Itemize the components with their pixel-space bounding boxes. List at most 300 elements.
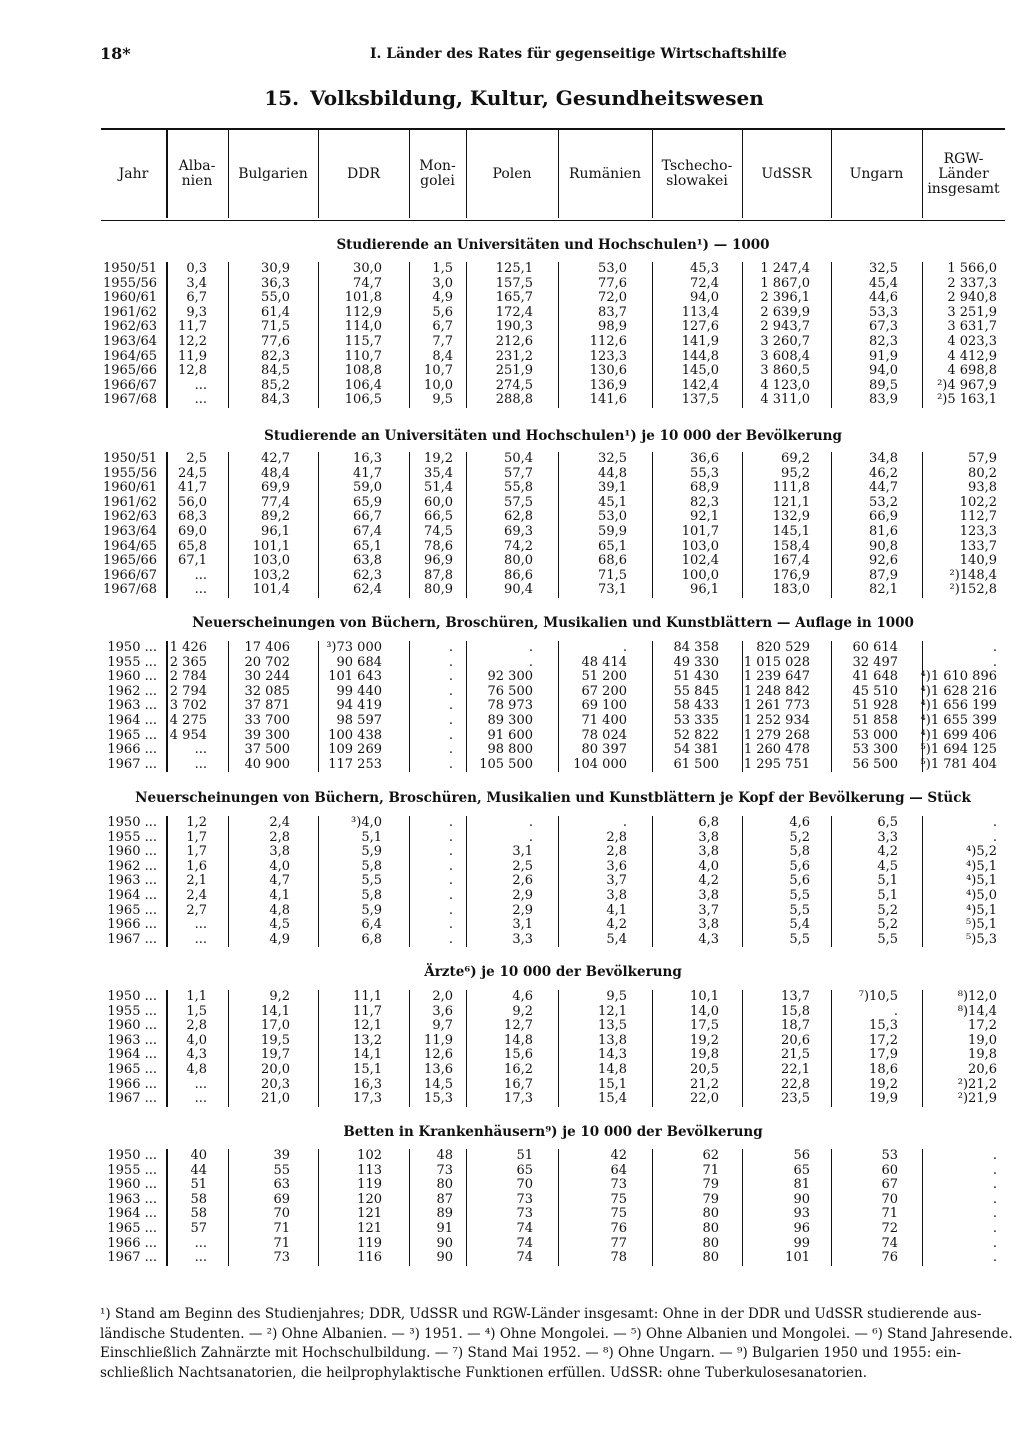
cell-mongolei: 3,0	[432, 275, 453, 291]
cell-udssr: 69,2	[781, 451, 810, 466]
cell-rumaenien: .	[622, 815, 627, 830]
cell-tschechoslowakei: 96,1	[690, 582, 719, 598]
cell-rumaenien: 136,9	[589, 377, 627, 393]
cell-albanien: 6,7	[186, 290, 207, 306]
section-title: Neuerscheinungen von Büchern, Broschüren, Musikalien und Kunstblättern — Auflage in 1000	[192, 615, 914, 631]
cell-rgw-laender: ⁵)1 694 125	[920, 742, 997, 758]
cell-albanien: 4,0	[186, 1032, 207, 1048]
row-year: 1950 ...	[107, 989, 157, 1004]
cell-ungarn: 51 928	[852, 698, 898, 714]
column-divider	[742, 130, 743, 218]
cell-tschechoslowakei: 82,3	[690, 494, 719, 510]
cell-tschechoslowakei: 72,4	[690, 275, 719, 291]
cell-ungarn: 60	[881, 1162, 898, 1178]
cell-rgw-laender: 93,8	[968, 480, 997, 496]
table-row	[0, 1193, 1024, 1206]
cell-ddr: 5,8	[361, 888, 382, 903]
cell-albanien: ...	[194, 1091, 207, 1107]
cell-polen: 55,8	[504, 480, 533, 496]
table-row	[0, 889, 1024, 902]
cell-ungarn: 76	[881, 1250, 898, 1266]
cell-udssr: 121,1	[772, 494, 810, 510]
cell-ungarn: 5,5	[877, 931, 898, 947]
cell-rgw-laender: 2 337,3	[947, 275, 997, 291]
cell-mongolei: 78,6	[424, 538, 453, 554]
row-separator	[558, 641, 559, 772]
cell-mongolei: 9,7	[432, 1018, 453, 1034]
cell-udssr: 1 248 842	[743, 683, 810, 699]
cell-ddr: 5,5	[361, 873, 382, 889]
cell-ungarn: 90,8	[869, 538, 898, 554]
cell-tschechoslowakei: 55 845	[673, 683, 719, 699]
cell-ungarn: 83,9	[869, 392, 898, 408]
section-title: Neuerscheinungen von Büchern, Broschüren, Musikalien und Kunstblättern je Kopf der Bevölkerung — Stück	[135, 790, 971, 806]
cell-ungarn: 46,2	[869, 465, 898, 481]
cell-albanien: 12,2	[178, 334, 207, 349]
row-year: 1964 ...	[107, 1206, 157, 1222]
table-row	[0, 685, 1024, 698]
row-separator	[228, 1149, 229, 1266]
cell-ddr: 112,9	[344, 304, 382, 320]
column-header-mongolei: Mon- golei	[419, 158, 456, 189]
cell-udssr: 81	[793, 1177, 810, 1193]
cell-albanien: 0,3	[186, 261, 207, 276]
cell-polen: .	[528, 654, 533, 670]
cell-mongolei: 14,5	[424, 1076, 453, 1092]
cell-polen: 212,6	[495, 334, 533, 349]
cell-ddr: 6,4	[361, 917, 382, 933]
column-header-rgw-laender: RGW- Länder insgesamt	[927, 150, 1000, 197]
cell-albanien: ...	[194, 1076, 207, 1092]
cell-ddr: 101,8	[344, 290, 382, 306]
cell-bulgarien: 39 300	[244, 727, 290, 743]
cell-ddr: 90 684	[336, 654, 382, 670]
cell-udssr: 18,7	[781, 1018, 810, 1034]
table-row	[0, 874, 1024, 887]
section-title: Studierende an Universitäten und Hochschulen¹) je 10 000 der Bevölkerung	[264, 428, 842, 444]
cell-tschechoslowakei: 58 433	[673, 698, 719, 714]
cell-rumaenien: 98,9	[598, 319, 627, 335]
cell-albanien: 1 426	[169, 640, 207, 655]
cell-rumaenien: 75	[610, 1191, 627, 1207]
cell-rgw-laender: .	[992, 654, 997, 670]
cell-rgw-laender: .	[992, 1250, 997, 1266]
cell-ddr: 121	[357, 1206, 382, 1222]
row-separator	[652, 816, 653, 947]
cell-ddr: 41,7	[353, 465, 382, 481]
cell-albanien: 69,0	[178, 524, 207, 539]
cell-udssr: 4 123,0	[760, 377, 810, 393]
row-year: 1964/65	[102, 538, 157, 554]
cell-polen: 50,4	[504, 451, 533, 466]
cell-bulgarien: 63	[273, 1177, 290, 1193]
cell-polen: 69,3	[504, 524, 533, 539]
table-row	[0, 569, 1024, 582]
cell-rumaenien: 4,2	[606, 917, 627, 933]
cell-mongolei: .	[448, 873, 453, 889]
cell-udssr: 90	[793, 1191, 810, 1207]
cell-rumaenien: 65,1	[598, 538, 627, 554]
row-separator	[558, 990, 559, 1107]
cell-rgw-laender: ⁴)5,2	[966, 844, 997, 860]
cell-bulgarien: 48,4	[261, 465, 290, 481]
cell-rumaenien: 73	[610, 1177, 627, 1193]
cell-rgw-laender: ⁴)5,1	[966, 873, 997, 889]
cell-rgw-laender: .	[992, 1191, 997, 1207]
cell-udssr: 1 867,0	[760, 275, 810, 291]
cell-albanien: 9,3	[186, 304, 207, 320]
row-year: 1960/61	[102, 290, 157, 306]
cell-tschechoslowakei: 92,1	[690, 509, 719, 525]
cell-ungarn: 32,5	[869, 261, 898, 276]
row-separator	[318, 816, 319, 947]
row-separator	[558, 262, 559, 408]
column-divider	[466, 130, 467, 218]
cell-rumaenien: 9,5	[606, 989, 627, 1004]
cell-rumaenien: 3,8	[606, 888, 627, 903]
cell-rgw-laender: 20,6	[968, 1062, 997, 1077]
row-year: 1961/62	[102, 494, 157, 510]
row-separator	[742, 990, 743, 1107]
cell-tschechoslowakei: 80	[702, 1235, 719, 1251]
cell-bulgarien: 61,4	[261, 304, 290, 320]
table-row	[0, 540, 1024, 553]
cell-polen: 92 300	[487, 669, 533, 685]
row-year: 1950/51	[102, 451, 157, 466]
cell-polen: 70	[516, 1177, 533, 1193]
cell-ddr: 120	[357, 1191, 382, 1207]
cell-albanien: ...	[194, 756, 207, 772]
table-row	[0, 933, 1024, 946]
cell-udssr: 167,4	[772, 553, 810, 569]
title-text: Volksbildung, Kultur, Gesundheitswesen	[310, 86, 764, 110]
cell-udssr: 95,2	[781, 465, 810, 481]
cell-udssr: 1 279 268	[743, 727, 810, 743]
cell-rgw-laender: .	[992, 1148, 997, 1163]
cell-bulgarien: 96,1	[261, 524, 290, 539]
cell-rumaenien: 76	[610, 1221, 627, 1236]
column-divider	[652, 130, 653, 218]
cell-tschechoslowakei: 94,0	[690, 290, 719, 306]
cell-ungarn: 41 648	[852, 669, 898, 685]
cell-albanien: 1,2	[186, 815, 207, 830]
cell-ungarn: 92,6	[869, 553, 898, 569]
cell-rumaenien: 112,6	[589, 334, 627, 349]
cell-rumaenien: 78 024	[581, 727, 627, 743]
table-row	[0, 1005, 1024, 1018]
cell-rgw-laender: ⁸)12,0	[957, 989, 997, 1004]
cell-rgw-laender: ²)5 163,1	[937, 392, 997, 408]
cell-bulgarien: 69,9	[261, 480, 290, 496]
cell-polen: 16,2	[504, 1062, 533, 1077]
row-year: 1964 ...	[107, 713, 157, 728]
cell-rgw-laender: ⁵)5,1	[966, 917, 997, 933]
cell-rumaenien: 15,1	[598, 1076, 627, 1092]
cell-rgw-laender: 102,2	[959, 494, 997, 510]
row-year: 1961/62	[102, 304, 157, 320]
row-year: 1950 ...	[107, 640, 157, 655]
cell-polen: 288,8	[495, 392, 533, 408]
row-separator	[922, 262, 923, 408]
cell-rgw-laender: ⁴)5,1	[966, 902, 997, 918]
cell-rgw-laender: ⁴)1 699 406	[920, 727, 997, 743]
cell-tschechoslowakei: 21,2	[690, 1076, 719, 1092]
column-header-albanien: Alba- nien	[178, 158, 216, 189]
cell-polen: 78 973	[487, 698, 533, 714]
cell-ddr: ³)73 000	[326, 640, 382, 655]
cell-rgw-laender: .	[992, 1206, 997, 1222]
column-header-udssr: UdSSR	[761, 165, 812, 182]
cell-albanien: 65,8	[178, 538, 207, 554]
cell-udssr: 65	[793, 1162, 810, 1178]
column-header-jahr: Jahr	[118, 165, 149, 182]
cell-mongolei: 1,5	[432, 261, 453, 276]
cell-albanien: ...	[194, 392, 207, 408]
cell-bulgarien: 36,3	[261, 275, 290, 291]
row-year: 1964/65	[102, 348, 157, 364]
row-separator	[742, 262, 743, 408]
cell-ddr: 6,8	[361, 931, 382, 947]
row-year: 1960 ...	[107, 844, 157, 860]
cell-bulgarien: 103,2	[252, 567, 290, 583]
cell-rgw-laender: ²)21,9	[957, 1091, 997, 1107]
table-row	[0, 1063, 1024, 1076]
cell-ddr: 119	[357, 1235, 382, 1251]
cell-ungarn: 5,2	[877, 917, 898, 933]
cell-mongolei: 13,6	[424, 1062, 453, 1077]
table-row	[0, 860, 1024, 873]
cell-mongolei: 3,6	[432, 1003, 453, 1019]
row-separator	[652, 990, 653, 1107]
cell-ungarn: 6,5	[877, 815, 898, 830]
cell-tschechoslowakei: 80	[702, 1250, 719, 1266]
table-row	[0, 845, 1024, 858]
cell-mongolei: 8,4	[432, 348, 453, 364]
cell-rumaenien: 75	[610, 1206, 627, 1222]
cell-udssr: 20,6	[781, 1032, 810, 1048]
row-separator	[831, 452, 832, 598]
cell-udssr: 1 247,4	[760, 261, 810, 276]
cell-ddr: 106,4	[344, 377, 382, 393]
cell-udssr: 21,5	[781, 1047, 810, 1063]
cell-rumaenien: 42	[610, 1148, 627, 1163]
cell-mongolei: .	[448, 654, 453, 670]
cell-albanien: 1,6	[186, 858, 207, 874]
row-separator	[166, 452, 168, 598]
cell-bulgarien: 4,7	[269, 873, 290, 889]
cell-rgw-laender: .	[992, 640, 997, 655]
cell-bulgarien: 32 085	[244, 683, 290, 699]
column-header-tschechoslowakei: Tschecho- slowakei	[661, 158, 733, 189]
cell-polen: 51	[516, 1148, 533, 1163]
row-separator	[831, 641, 832, 772]
cell-udssr: 5,6	[789, 873, 810, 889]
cell-ungarn: ⁷)10,5	[858, 989, 898, 1004]
cell-rgw-laender: .	[992, 829, 997, 845]
cell-mongolei: .	[448, 669, 453, 685]
cell-bulgarien: 2,8	[269, 829, 290, 845]
cell-tschechoslowakei: 14,0	[690, 1003, 719, 1019]
cell-rgw-laender: 3 251,9	[947, 304, 997, 320]
cell-rumaenien: 14,3	[598, 1047, 627, 1063]
cell-tschechoslowakei: 80	[702, 1221, 719, 1236]
cell-udssr: 132,9	[772, 509, 810, 525]
cell-rumaenien: 71 400	[581, 713, 627, 728]
row-year: 1962/63	[102, 319, 157, 335]
cell-mongolei: .	[448, 756, 453, 772]
cell-mongolei: 96,9	[424, 553, 453, 569]
cell-udssr: 23,5	[781, 1091, 810, 1107]
cell-albanien: 11,7	[178, 319, 207, 335]
row-separator	[318, 990, 319, 1107]
cell-mongolei: 9,5	[432, 392, 453, 408]
page-number: 18*	[100, 44, 131, 63]
cell-bulgarien: 4,1	[269, 888, 290, 903]
cell-ungarn: 19,2	[869, 1076, 898, 1092]
cell-albanien: 57	[190, 1221, 207, 1236]
cell-mongolei: 80,9	[424, 582, 453, 598]
cell-polen: 2,9	[512, 888, 533, 903]
row-year: 1960 ...	[107, 669, 157, 685]
row-year: 1965 ...	[107, 1062, 157, 1077]
row-year: 1966 ...	[107, 1235, 157, 1251]
cell-mongolei: .	[448, 742, 453, 758]
cell-albanien: ...	[194, 1250, 207, 1266]
cell-polen: 89 300	[487, 713, 533, 728]
cell-udssr: 2 396,1	[760, 290, 810, 306]
footnote-line: ¹) Stand am Beginn des Studienjahres; DDR, UdSSR und RGW-Länder insgesamt: Ohne in der DDR und UdSSR studierende aus-	[100, 1306, 982, 1322]
cell-ddr: 106,5	[344, 392, 382, 408]
cell-tschechoslowakei: 100,0	[681, 567, 719, 583]
cell-mongolei: .	[448, 858, 453, 874]
row-separator	[166, 1149, 168, 1266]
running-head: I. Länder des Rates für gegenseitige Wirtschaftshilfe	[370, 46, 787, 62]
cell-ddr: 66,7	[353, 509, 382, 525]
row-separator	[466, 452, 467, 598]
cell-udssr: 22,1	[781, 1062, 810, 1077]
cell-rumaenien: 3,6	[606, 858, 627, 874]
column-divider	[409, 130, 410, 218]
cell-rumaenien: 12,1	[598, 1003, 627, 1019]
cell-bulgarien: 4,9	[269, 931, 290, 947]
cell-mongolei: 10,0	[424, 377, 453, 393]
row-separator	[228, 990, 229, 1107]
cell-polen: 2,9	[512, 902, 533, 918]
row-separator	[922, 452, 923, 598]
cell-albanien: 1,7	[186, 829, 207, 845]
cell-bulgarien: 20 702	[244, 654, 290, 670]
row-separator	[166, 262, 168, 408]
cell-ungarn: 82,1	[869, 582, 898, 598]
row-separator	[318, 452, 319, 598]
row-separator	[409, 641, 410, 772]
cell-albanien: 67,1	[178, 553, 207, 569]
cell-bulgarien: 19,7	[261, 1047, 290, 1063]
cell-ungarn: 53,3	[869, 304, 898, 320]
table-row	[0, 1078, 1024, 1091]
table-row	[0, 277, 1024, 290]
cell-tschechoslowakei: 17,5	[690, 1018, 719, 1034]
row-year: 1966 ...	[107, 1076, 157, 1092]
row-separator	[922, 816, 923, 947]
cell-ungarn: 56 500	[852, 756, 898, 772]
cell-albanien: 4 954	[169, 727, 207, 743]
cell-tschechoslowakei: 3,7	[698, 902, 719, 918]
row-separator	[922, 641, 923, 772]
row-separator	[466, 641, 467, 772]
table-row	[0, 291, 1024, 304]
cell-tschechoslowakei: 52 822	[673, 727, 719, 743]
cell-ungarn: 51 858	[852, 713, 898, 728]
cell-udssr: 5,8	[789, 844, 810, 860]
footnotes	[100, 1305, 1018, 1383]
cell-mongolei: 6,7	[432, 319, 453, 335]
row-separator	[831, 816, 832, 947]
cell-rgw-laender: 3 631,7	[947, 319, 997, 335]
table-row	[0, 918, 1024, 931]
row-separator	[742, 816, 743, 947]
row-year: 1960 ...	[107, 1018, 157, 1034]
footnote-line: schließlich Nachtsanatorien, die heilprophylaktische Funktionen erfüllen. UdSSR: ohne Tuberkulosesanatorien.	[100, 1364, 867, 1381]
cell-udssr: 111,8	[772, 480, 810, 496]
cell-rumaenien: 72,0	[598, 290, 627, 306]
cell-ungarn: 18,6	[869, 1062, 898, 1077]
cell-tschechoslowakei: 3,8	[698, 917, 719, 933]
cell-albanien: 44	[190, 1162, 207, 1178]
cell-tschechoslowakei: 20,5	[690, 1062, 719, 1077]
cell-rumaenien: 59,9	[598, 524, 627, 539]
cell-rumaenien: 64	[610, 1162, 627, 1178]
cell-polen: 90,4	[504, 582, 533, 598]
cell-polen: 4,6	[512, 989, 533, 1004]
cell-rgw-laender: .	[992, 815, 997, 830]
cell-polen: 74	[516, 1250, 533, 1266]
cell-mongolei: .	[448, 683, 453, 699]
cell-mongolei: .	[448, 698, 453, 714]
cell-ddr: 99 440	[336, 683, 382, 699]
cell-mongolei: 87	[436, 1191, 453, 1207]
row-year: 1967/68	[102, 392, 157, 408]
cell-polen: 62,8	[504, 509, 533, 525]
row-separator	[831, 262, 832, 408]
cell-rumaenien: 4,1	[606, 902, 627, 918]
cell-polen: 172,4	[495, 304, 533, 320]
cell-udssr: 5,5	[789, 902, 810, 918]
table-row	[0, 335, 1024, 348]
footnote-line: ländische Studenten. — ²) Ohne Albanien. — ³) 1951. — ⁴) Ohne Mongolei. — ⁵) Ohne Albanien und Mongolei. — ⁶) Stand Jahresende.	[100, 1325, 1013, 1342]
cell-udssr: 3 608,4	[760, 348, 810, 364]
cell-polen: 9,2	[512, 1003, 533, 1019]
cell-ddr: 63,8	[353, 553, 382, 569]
row-separator	[558, 452, 559, 598]
table-row	[0, 452, 1024, 465]
cell-bulgarien: 40 900	[244, 756, 290, 772]
cell-rgw-laender: ⁵)1 781 404	[920, 756, 997, 772]
cell-bulgarien: 4,0	[269, 858, 290, 874]
cell-ddr: 16,3	[353, 451, 382, 466]
cell-polen: 190,3	[495, 319, 533, 335]
cell-rgw-laender: ⁴)5,0	[966, 888, 997, 903]
cell-bulgarien: 39	[273, 1148, 290, 1163]
row-year: 1955/56	[102, 275, 157, 291]
cell-bulgarien: 17 406	[244, 640, 290, 655]
cell-mongolei: .	[448, 640, 453, 655]
cell-rumaenien: 141,6	[589, 392, 627, 408]
cell-mongolei: 74,5	[424, 524, 453, 539]
cell-ddr: 11,1	[353, 989, 382, 1004]
row-separator	[742, 452, 743, 598]
cell-tschechoslowakei: 3,8	[698, 844, 719, 860]
